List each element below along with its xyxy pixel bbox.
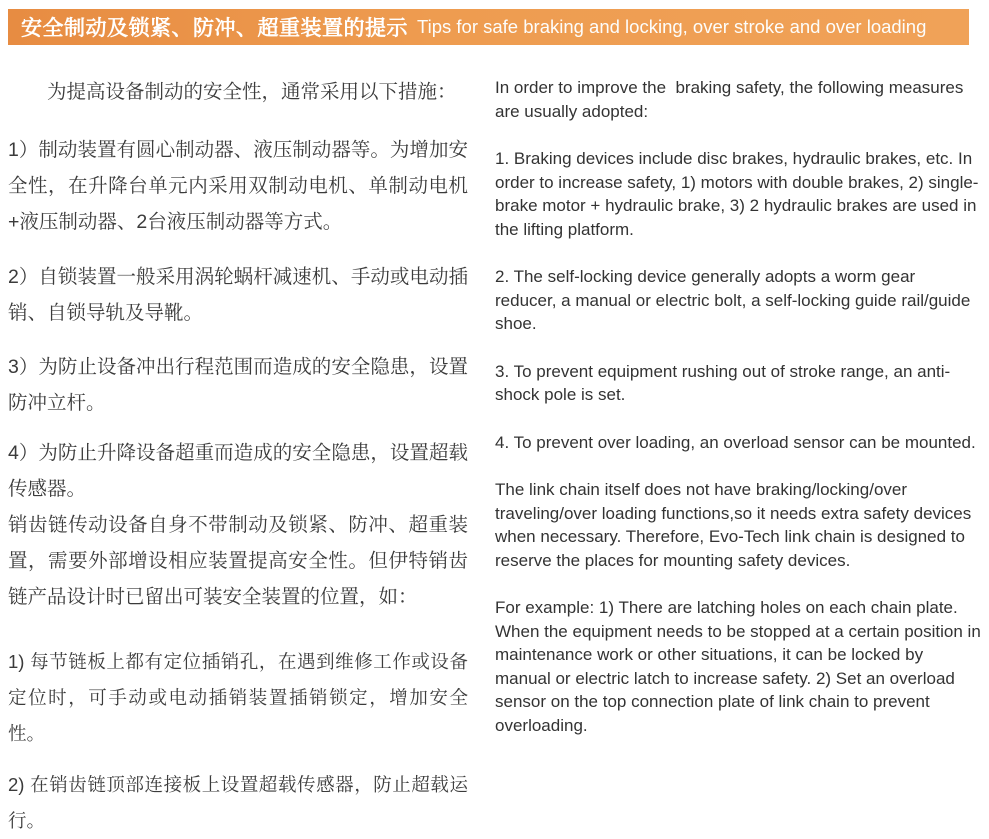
two-column-body: [0, 45, 989, 839]
english-examples: For example: 1) There are latching holes on each chain plate. When the equipment needs to be stopped at a certain position in maintenance work or other situations, it can be locked by manual or electric latch to increase safety. 2) Set an overload sensor on the top connection plate of link chain to prevent overloading.: [495, 598, 986, 735]
section-title-english: Tips for safe braking and locking, over stroke and over loading: [417, 16, 927, 37]
english-column: [495, 45, 986, 839]
chinese-example-1: 1) 每节链板上都有定位插销孔，在遇到维修工作或设备定位时，可手动或电动插销装置插销锁定，增加安全性。: [8, 651, 468, 744]
english-measure-4: 4. To prevent over loading, an overload sensor can be mounted.: [495, 432, 976, 452]
chinese-measure-4: 4）为防止升降设备超重而造成的安全隐患，设置超载传感器。: [8, 442, 468, 500]
english-link-chain-note: The link chain itself does not have braking/locking/over traveling/over loading functions,so it needs extra safety devices when necessary. Therefore, Evo-Tech link chain is designed to reserve the places for mounting safety devices.: [495, 480, 976, 570]
english-measure-1: 1. Braking devices include disc brakes, hydraulic brakes, etc. In order to increase safety, 1) motors with double brakes, 2) single-brake motor + hydraulic brake, 3) 2 hydraulic brakes are used in the lifting platform.: [495, 149, 982, 239]
chinese-column: [8, 45, 468, 839]
chinese-example-2: 2) 在销齿链顶部连接板上设置超载传感器，防止超载运行。: [8, 774, 468, 831]
english-intro-paragraph: In order to improve the braking safety, the following measures are usually adopted:: [495, 78, 969, 121]
english-measure-3: 3. To prevent equipment rushing out of stroke range, an anti-shock pole is set.: [495, 361, 951, 404]
document-page: [0, 9, 989, 831]
chinese-intro-paragraph: 为提高设备制动的安全性，通常采用以下措施：: [47, 81, 457, 103]
section-title-chinese: 安全制动及锁紧、防冲、超重装置的提示: [21, 17, 408, 40]
chinese-measure-2: 2）自锁装置一般采用涡轮蜗杆减速机、手动或电动插销、自锁导轨及导靴。: [8, 266, 468, 324]
section-header-banner: [8, 9, 969, 45]
english-measure-2: 2. The self-locking device generally adopts a worm gear reducer, a manual or electric bolt, a self-locking guide rail/guide shoe.: [495, 267, 976, 333]
chinese-link-chain-note: 销齿链传动设备自身不带制动及锁紧、防冲、超重装置，需要外部增设相应装置提高安全性。但伊特销齿链产品设计时已留出可装安全装置的位置，如：: [8, 514, 468, 608]
chinese-measure-3: 3）为防止设备冲出行程范围而造成的安全隐患，设置防冲立杆。: [8, 356, 468, 414]
chinese-measure-1: 1）制动装置有圆心制动器、液压制动器等。为增加安全性，在升降台单元内采用双制动电机、单制动电机+液压制动器、2台液压制动器等方式。: [8, 139, 468, 233]
